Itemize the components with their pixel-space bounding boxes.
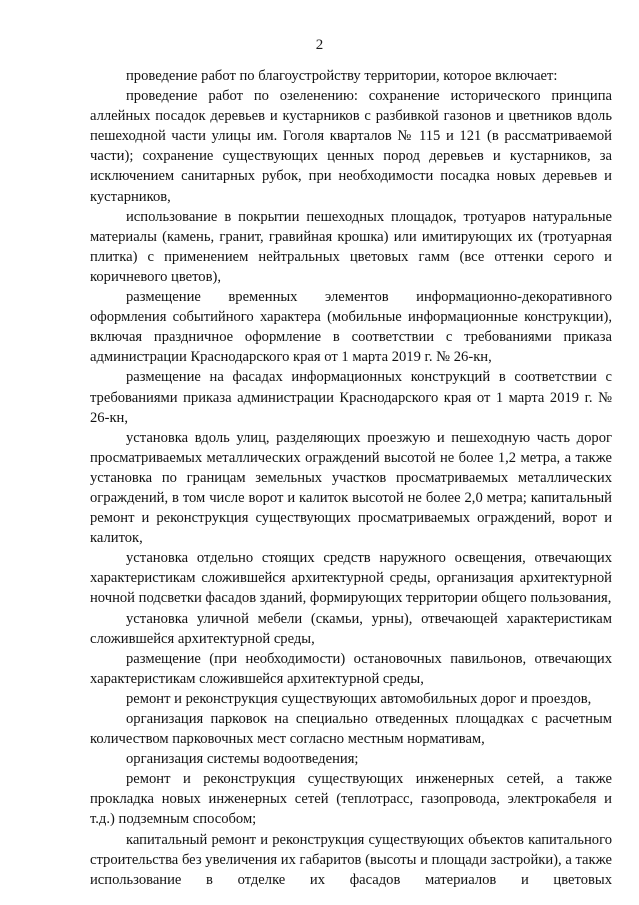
paragraph: размещение на фасадах информационных конструкций в соответствии с требованиями приказа администрации Краснодарского края от 1 марта 2019 г. № 26-кн, xyxy=(90,369,612,426)
paragraph: проведение работ по озеленению: сохранение исторического принципа аллейных посадок деревьев и кустарников с разбивкой газонов и цветников вдоль пешеходной части улицы им. Гоголя кварталов № 115 и 121 (в рассматриваемой части); сохранение существующих ценных пород деревьев и кустарников, за исключением санитарных рубок, при необходимости посадка новых деревьев и кустарников, xyxy=(90,88,612,205)
paragraph: организация системы водоотведения; xyxy=(126,751,359,768)
paragraph: ремонт и реконструкция существующих инженерных сетей, а также прокладка новых инженерных сетей (теплотрасс, газопровода, электрокабеля и т.д.) подземным способом; xyxy=(90,771,612,828)
paragraph: проведение работ по благоустройству территории, которое включает: xyxy=(126,68,558,84)
page-number: 2 xyxy=(315,37,324,53)
paragraph: ремонт и реконструкция существующих автомобильных дорог и проездов, xyxy=(126,690,592,707)
paragraph: размещение (при необходимости) остановочных павильонов, отвечающих характеристикам сложившейся архитектурной среды, xyxy=(90,650,612,687)
paragraph: установка уличной мебели (скамьи, урны), отвечающей характеристикам сложившейся архитектурной среды, xyxy=(90,610,612,647)
paragraph: капитальный ремонт и реконструкция существующих объектов капитального строительства без увеличения их габаритов (высоты и площади застройки), а также использование в отделке их фасадов материалов и цветовых xyxy=(90,831,612,888)
paragraph: размещение временных элементов информационно-декоративного оформления событийного характера (мобильные информационные конструкции), включая праздничное оформление в соответствии с требованиями приказа администрации Краснодарского края от 1 марта 2019 г. № 26-кн, xyxy=(90,289,612,366)
paragraph: установка вдоль улиц, разделяющих проезжую и пешеходную часть дорог просматриваемых металлических ограждений высотой не более 1,2 метра, а также установка по границам земельных участков просматриваемых металлических ограждений, в том числе ворот и калиток высотой не более 2,0 метра; капитальный ремонт и реконструкция существующих просматриваемых ограждений, ворот и калиток, xyxy=(90,429,612,547)
paragraph: использование в покрытии пешеходных площадок, тротуаров натуральные материалы (камень, гранит, гравийная крошка) или имитирующих их (тротуарная плитка) с применением нейтральных цветовых гамм (все оттенки серого и коричневого цветов), xyxy=(90,208,612,285)
document-body xyxy=(90,66,612,890)
paragraph: установка отдельно стоящих средств наружного освещения, отвечающих характеристикам сложившейся архитектурной среды, организация архитектурной ночной подсветки фасадов зданий, формирующих территории общего пользования, xyxy=(90,550,612,607)
paragraph: организация парковок на специально отведенных площадках с расчетным количеством парковочных мест согласно местным нормативам, xyxy=(90,711,612,748)
